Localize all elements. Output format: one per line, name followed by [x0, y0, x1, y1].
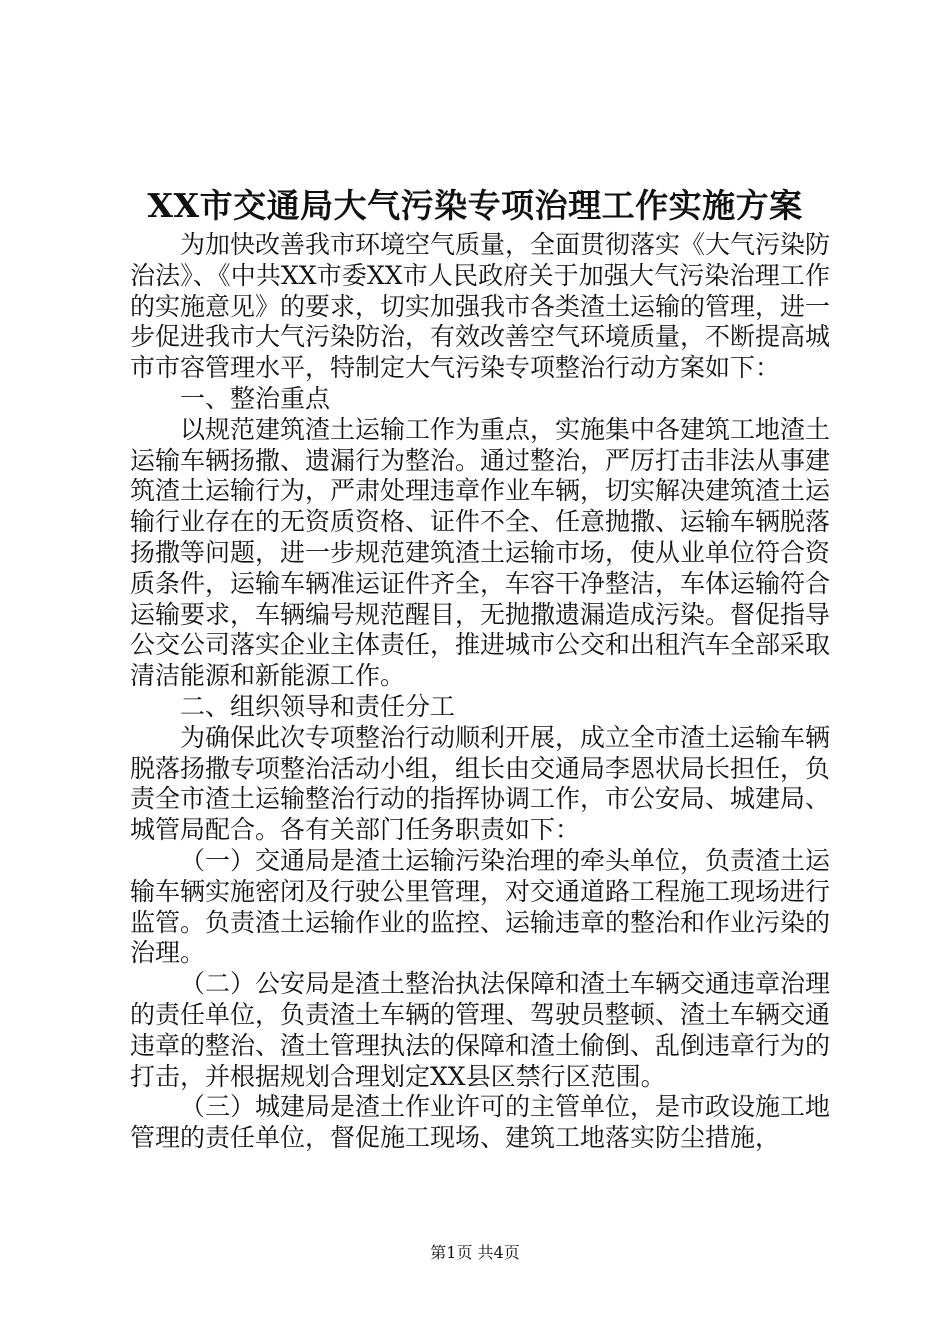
paragraph-duty-3: （三）城建局是渣土作业许可的主管单位，是市政设施工地管理的责任单位，督促施工现场、建筑工地落实防尘措施， [130, 1092, 831, 1153]
paragraph-duty-1: （一）交通局是渣土运输污染治理的牵头单位，负责渣土运输车辆实施密闭及行驶公里管理，对交通道路工程施工现场进行监管。负责渣土运输作业的监控、运输违章的整治和作业污染的治理。 [130, 845, 831, 968]
document-title: XX市交通局大气污染专项治理工作实施方案 [147, 186, 803, 225]
paragraph-intro: 为加快改善我市环境空气质量，全面贯彻落实《大气污染防治法》、《中共XX市委XX市人民政府关于加强大气污染治理工作的实施意见》的要求，切实加强我市各类渣土运输的管理，进一步促进我市大气污染防治，有效改善空气环境质量，不断提高城市市容管理水平，特制定大气污染专项整治行动方案如下： [130, 230, 831, 383]
paragraph-duty-2: （二）公安局是渣土整治执法保障和渣土车辆交通违章治理的责任单位，负责渣土车辆的管理、驾驶员整顿、渣土车辆交通违章的整治、渣土管理执法的保障和渣土偷倒、乱倒违章行为的打击，并根据规划合理划定XX县区禁行区范围。 [130, 969, 831, 1091]
paragraph-section-2: 为确保此次专项整治行动顺利开展，成立全市渣土运输车辆脱落扬撒专项整治活动小组，组长由交通局李恩状局长担任，负责全市渣土运输整治行动的指挥协调工作，市公安局、城建局、城管局配合。各有关部门任务职责如下： [130, 722, 831, 845]
document-body [130, 230, 830, 1154]
section-heading-2: 二、组织领导和责任分工 [180, 691, 456, 721]
page-footer: 第1页 共4页 [430, 1243, 520, 1262]
paragraph-section-1: 以规范建筑渣土运输工作为重点，实施集中各建筑工地渣土运输车辆扬撒、遗漏行为整治。通过整治，严厉打击非法从事建筑渣土运输行为，严肃处理违章作业车辆，切实解决建筑渣土运输行业存在的无资质资格、证件不全、任意抛撒、运输车辆脱落扬撒等问题，进一步规范建筑渣土运输市场，使从业单位符合资质条件，运输车辆准运证件齐全，车容干净整洁，车体运输符合运输要求，车辆编号规范醒目，无抛撒遗漏造成污染。督促指导公交公司落实企业主体责任，推进城市公交和出租汽车全部采取清洁能源和新能源工作。 [130, 414, 831, 691]
section-heading-1: 一、整治重点 [180, 383, 331, 413]
